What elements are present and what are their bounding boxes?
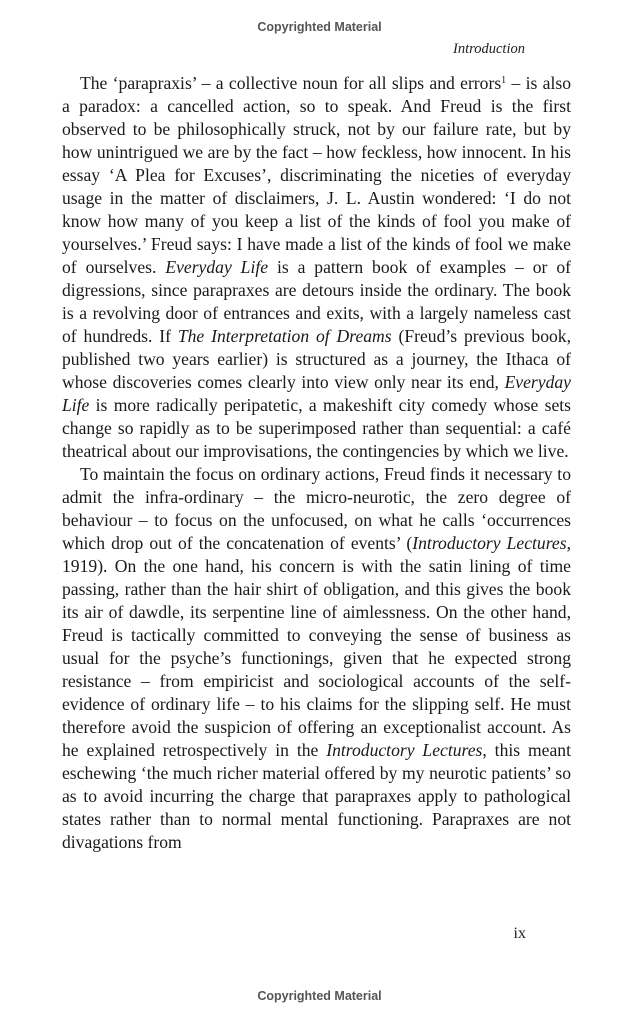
paragraph-1: The ‘parapraxis’ – a collective noun for all slips and errors$^1$ – is also a paradox: a cancelled action, so to speak. And Freud is the first observed to be philosophically struck, not by our failure rate, but by how unintrigued we are by the fact – how feckless, how innocent. In his essay ‘A Plea for Excuses’, discriminating the niceties of everyday usage in the matter of disclaimers, J. L. Austin wondered: ‘I do not know how many of you keep a list of the kinds of fool you make of yourselves.’ Freud says: I have made a list of the kinds of fool we make of ourselves. Everyday Life is a pattern book of examples – or of digressions, since parapraxes are detours inside the ordinary. The book is a revolving door of entrances and exits, with a largely nameless cast of hundreds. If The Interpretation of Dreams (Freud’s previous book, published two years earlier) is structured as a journey, the Ithaca of whose discoveries comes clearly into view only near its end, Everyday Life is more radically peripatetic, a makeshift city comedy whose sets change so rapidly as to be superimposed rather than sequential: a café theatrical about our improvisations, the contingencies by which we live. bbox=[62, 73, 571, 461]
title-interpretation-of-dreams: The Interpretation of Dreams bbox=[177, 326, 392, 346]
copyright-banner-top: Copyrighted Material bbox=[257, 20, 382, 34]
title-everyday-life: Everyday Life bbox=[62, 372, 571, 415]
footnote-marker: 1 bbox=[501, 75, 507, 86]
copyright-banner-bottom: Copyrighted Material bbox=[257, 989, 382, 1003]
body-text bbox=[62, 72, 571, 854]
title-everyday-life: Everyday Life bbox=[165, 257, 269, 277]
page-number: ix bbox=[513, 925, 526, 942]
title-introductory-lectures: Introductory Lectures bbox=[326, 740, 483, 760]
paragraph-2: To maintain the focus on ordinary actions, Freud finds it necessary to admit the infra-ordinary – the micro-neurotic, the zero degree of behaviour – to focus on the unfocused, on what he calls ‘occurrences which drop out of the concatenation of events’ (Introductory Lectures, 1919). On the one hand, his concern is with the satin lining of time passing, rather than the hair shirt of obligation, and this gives the book its air of dawdle, its serpentine line of aimlessness. On the other hand, Freud is tactically committed to conveying the sense of business as usual for the psyche’s functionings, given that he expected strong resistance – from empiricist and sociological accounts of the self-evidence of ordinary life – to his claims for the slipping self. He must therefore avoid the suspicion of offering an exceptionalist account. As he explained retrospectively in the Introductory Lectures, this meant eschewing ‘the much richer material offered by my neurotic patients’ so as to avoid incurring the charge that parapraxes apply to pathological states rather than to normal mental functioning. Parapraxes are not divagations from bbox=[62, 464, 571, 852]
title-introductory-lectures: Introductory Lectures bbox=[412, 533, 567, 553]
running-head: Introduction bbox=[453, 41, 525, 57]
